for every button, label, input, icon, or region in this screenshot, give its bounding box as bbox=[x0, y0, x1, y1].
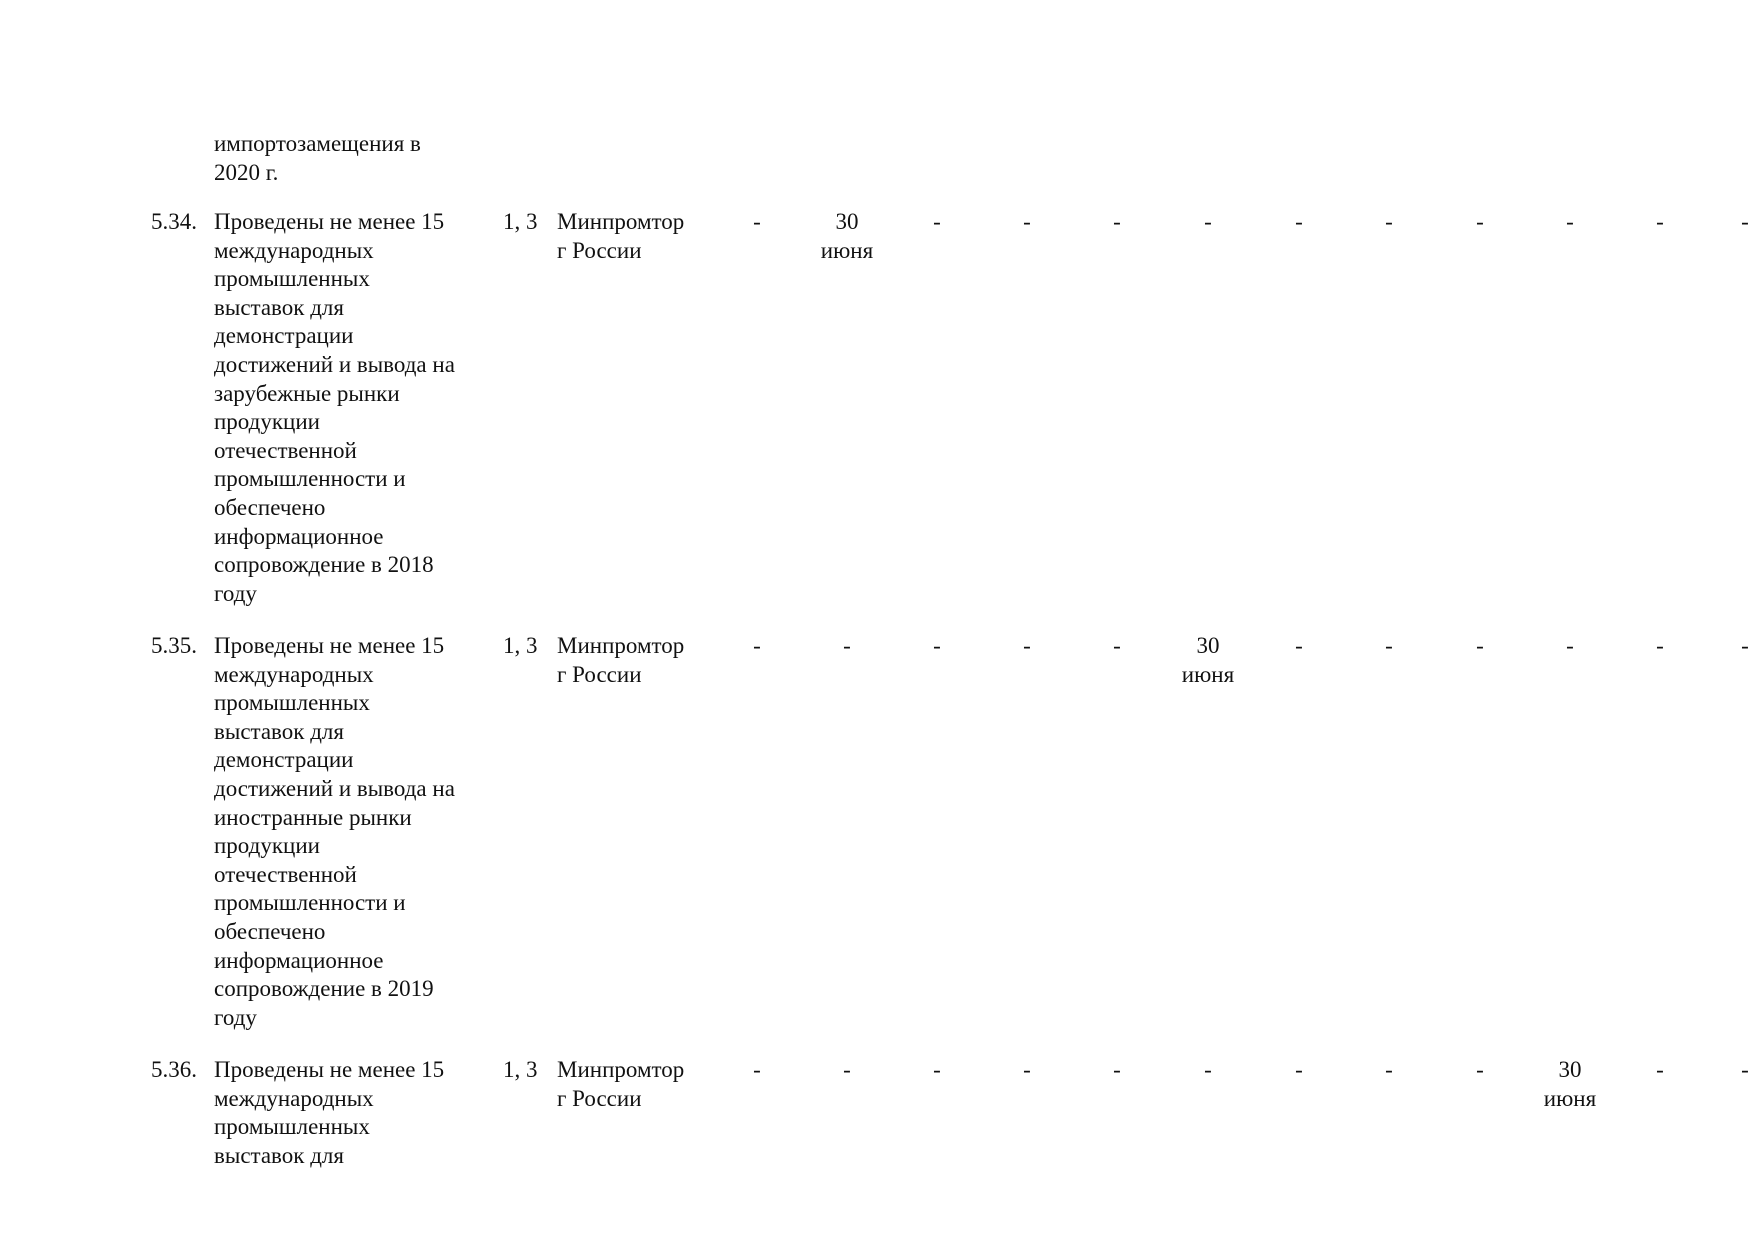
description-line: достижений и вывода на bbox=[214, 775, 455, 801]
mark-line: - bbox=[843, 633, 851, 658]
mark-cell bbox=[1349, 208, 1429, 237]
description-line: промышленных bbox=[214, 266, 370, 292]
description-line: демонстрации bbox=[214, 323, 354, 349]
executor-line: г России bbox=[557, 237, 642, 263]
mark-line: - bbox=[1023, 633, 1031, 658]
description-line: выставок для bbox=[214, 1142, 344, 1168]
mark-cell bbox=[987, 632, 1067, 661]
mark-line: 30 bbox=[835, 209, 859, 234]
mark-cell bbox=[1259, 208, 1339, 237]
mark-line: - bbox=[1656, 1057, 1664, 1082]
mark-line: - bbox=[1385, 1057, 1393, 1082]
mark-cell bbox=[1620, 208, 1700, 237]
row-number: 5.36. bbox=[151, 1057, 197, 1082]
mark-cell bbox=[897, 632, 977, 661]
mark-line: - bbox=[1023, 1057, 1031, 1082]
mark-line: - bbox=[1113, 209, 1121, 234]
description-line: выставок для bbox=[214, 718, 344, 744]
row-executor bbox=[557, 1056, 684, 1113]
mark-line: - bbox=[1023, 209, 1031, 234]
mark-cell bbox=[1440, 1056, 1520, 1085]
mark-line: - bbox=[933, 633, 941, 658]
description-line: международных bbox=[214, 1085, 374, 1111]
description-line: информационное bbox=[214, 947, 384, 973]
continuation-line: 2020 г. bbox=[214, 159, 279, 185]
mark-line: - bbox=[1295, 633, 1303, 658]
description-line: промышленности и bbox=[214, 466, 406, 492]
executor-line: Минпромтор bbox=[557, 1057, 685, 1082]
description-line: достижений и вывода на bbox=[214, 351, 455, 377]
description-line: промышленных bbox=[214, 1114, 370, 1140]
mark-line: - bbox=[753, 209, 761, 234]
description-line: зарубежные рынки bbox=[214, 380, 400, 406]
description-line: Проведены не менее 15 bbox=[214, 633, 445, 658]
mark-line: - bbox=[1113, 1057, 1121, 1082]
description-line: обеспечено bbox=[214, 918, 326, 944]
description-line: демонстрации bbox=[214, 747, 354, 773]
description-line: продукции bbox=[214, 833, 320, 859]
mark-line: 30 bbox=[1196, 633, 1220, 658]
mark-line: - bbox=[1204, 1057, 1212, 1082]
description-line: международных bbox=[214, 661, 374, 687]
mark-line: - bbox=[1385, 209, 1393, 234]
mark-cell bbox=[1530, 208, 1610, 237]
mark-cell bbox=[1349, 1056, 1429, 1085]
row-executor bbox=[557, 632, 684, 689]
executor-line: Минпромтор bbox=[557, 633, 685, 658]
mark-line: - bbox=[933, 1057, 941, 1082]
mark-cell bbox=[1530, 1056, 1610, 1113]
mark-cell bbox=[1168, 1056, 1248, 1085]
mark-line: - bbox=[1295, 209, 1303, 234]
row-description bbox=[214, 208, 484, 608]
description-line: промышленности и bbox=[214, 890, 406, 916]
description-line: отечественной bbox=[214, 437, 357, 463]
mark-line: июня bbox=[1181, 661, 1235, 687]
mark-line: - bbox=[1566, 209, 1574, 234]
mark-line: - bbox=[1113, 633, 1121, 658]
executor-line: г России bbox=[557, 1085, 642, 1111]
mark-cell bbox=[1077, 208, 1157, 237]
mark-line: июня bbox=[820, 237, 874, 263]
mark-line: - bbox=[933, 209, 941, 234]
description-line: Проведены не менее 15 bbox=[214, 209, 445, 234]
mark-line: 30 bbox=[1558, 1057, 1582, 1082]
executor-line: Минпромтор bbox=[557, 209, 685, 234]
executor-line: г России bbox=[557, 661, 642, 687]
mark-cell bbox=[1440, 632, 1520, 661]
mark-cell bbox=[1620, 1056, 1700, 1085]
continuation-text bbox=[214, 130, 484, 187]
mark-cell bbox=[1705, 632, 1754, 661]
mark-line: - bbox=[843, 1057, 851, 1082]
mark-cell bbox=[807, 632, 887, 661]
mark-cell bbox=[1077, 632, 1157, 661]
mark-cell bbox=[1259, 632, 1339, 661]
row-description bbox=[214, 632, 484, 1032]
mark-line: - bbox=[753, 633, 761, 658]
description-line: выставок для bbox=[214, 294, 344, 320]
mark-cell bbox=[1349, 632, 1429, 661]
mark-line: - bbox=[1476, 209, 1484, 234]
row-criteria: 1, 3 bbox=[503, 633, 538, 658]
mark-cell bbox=[1077, 1056, 1157, 1085]
mark-line: - bbox=[1656, 633, 1664, 658]
mark-cell bbox=[717, 1056, 797, 1085]
mark-line: - bbox=[1741, 1057, 1749, 1082]
mark-cell bbox=[807, 1056, 887, 1085]
mark-line: - bbox=[1476, 1057, 1484, 1082]
mark-line: - bbox=[1385, 633, 1393, 658]
description-line: промышленных bbox=[214, 690, 370, 716]
mark-cell bbox=[1620, 632, 1700, 661]
mark-line: - bbox=[1204, 209, 1212, 234]
mark-cell bbox=[1705, 1056, 1754, 1085]
mark-cell bbox=[717, 632, 797, 661]
mark-line: - bbox=[1656, 209, 1664, 234]
row-criteria: 1, 3 bbox=[503, 209, 538, 234]
description-line: году bbox=[214, 580, 257, 606]
mark-line: - bbox=[1295, 1057, 1303, 1082]
mark-line: - bbox=[1476, 633, 1484, 658]
mark-cell bbox=[1705, 208, 1754, 237]
mark-line: - bbox=[1741, 209, 1749, 234]
mark-cell bbox=[897, 208, 977, 237]
description-line: году bbox=[214, 1004, 257, 1030]
description-line: обеспечено bbox=[214, 494, 326, 520]
mark-line: - bbox=[1566, 633, 1574, 658]
mark-cell bbox=[987, 1056, 1067, 1085]
mark-cell bbox=[1530, 632, 1610, 661]
description-line: информационное bbox=[214, 523, 384, 549]
mark-line: июня bbox=[1543, 1085, 1597, 1111]
mark-cell bbox=[1168, 632, 1248, 689]
description-line: Проведены не менее 15 bbox=[214, 1057, 445, 1082]
mark-line: - bbox=[1741, 633, 1749, 658]
mark-cell bbox=[987, 208, 1067, 237]
continuation-line: импортозамещения в bbox=[214, 131, 421, 156]
description-line: продукции bbox=[214, 409, 320, 435]
description-line: международных bbox=[214, 237, 374, 263]
mark-cell bbox=[717, 208, 797, 237]
row-number: 5.35. bbox=[151, 633, 197, 658]
description-line: иностранные рынки bbox=[214, 804, 412, 830]
row-criteria: 1, 3 bbox=[503, 1057, 538, 1082]
mark-cell bbox=[897, 1056, 977, 1085]
description-line: отечественной bbox=[214, 861, 357, 887]
row-description bbox=[214, 1056, 484, 1170]
row-number: 5.34. bbox=[151, 209, 197, 234]
description-line: сопровождение в 2019 bbox=[214, 976, 434, 1002]
mark-cell bbox=[1259, 1056, 1339, 1085]
description-line: сопровождение в 2018 bbox=[214, 552, 434, 578]
mark-cell bbox=[1168, 208, 1248, 237]
mark-cell bbox=[1440, 208, 1520, 237]
row-executor bbox=[557, 208, 684, 265]
mark-cell bbox=[807, 208, 887, 265]
mark-line: - bbox=[753, 1057, 761, 1082]
